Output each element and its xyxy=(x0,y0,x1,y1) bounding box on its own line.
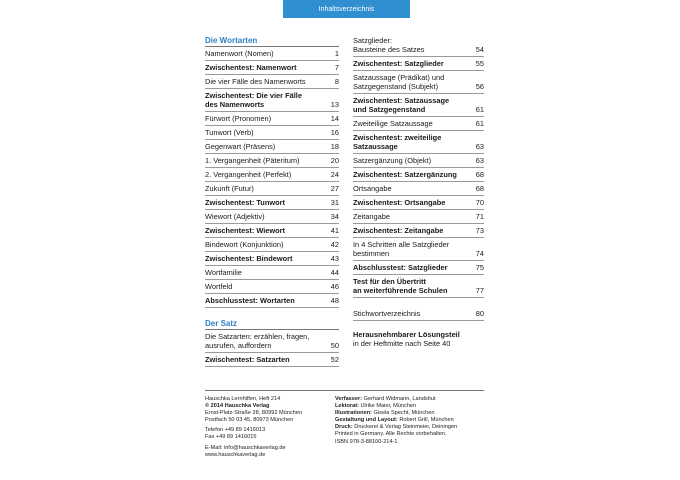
toc-entry[interactable] xyxy=(205,75,339,89)
toc-entry-page: 18 xyxy=(330,142,339,151)
toc-entry-page: 63 xyxy=(475,156,484,165)
toc-entry[interactable] xyxy=(353,275,484,298)
toc-entry-title: Die vier Fälle des Namenworts xyxy=(205,77,306,86)
toc-entry-title: Zwischentest: Bindewort xyxy=(205,254,293,263)
toc-entry[interactable] xyxy=(353,131,484,154)
toc-entry-title: Zwischentest: Satzarten xyxy=(205,355,290,364)
toc-entry-page: 68 xyxy=(475,170,484,179)
toc-entry-title: Zwischentest: Satzergänzung xyxy=(353,170,457,179)
imprint-email[interactable]: E-Mail: info@hauschkaverlag.de xyxy=(205,444,286,451)
toc-entry[interactable] xyxy=(205,294,339,308)
toc-entry-title: Satzglieder: Bausteine des Satzes xyxy=(353,36,425,54)
toc-entry-title: Zwischentest: Tunwort xyxy=(205,198,285,207)
toc-entry-title: Wortfeld xyxy=(205,282,233,291)
toc-list-satz xyxy=(205,330,339,367)
toc-entry-title: Zwischentest: Die vier Fälle des Namenworts xyxy=(205,91,302,109)
solution-detail: in der Heftmitte nach Seite 40 xyxy=(353,339,451,348)
imprint-fax: Fax +49 89 1416015 xyxy=(205,434,257,441)
toc-entry-title: Zukunft (Futur) xyxy=(205,184,254,193)
toc-entry-title: Bindewort (Konjunktion) xyxy=(205,240,284,249)
imprint-phone: Telefon +49 89 1416013 xyxy=(205,427,266,434)
toc-entry-page: 43 xyxy=(330,254,339,263)
toc-entry-title: Satzaussage (Prädikat) und Satzgegenstand (Subjekt) xyxy=(353,73,445,91)
toc-entry-page: 74 xyxy=(475,249,484,258)
toc-entry-title: Gegenwart (Präsens) xyxy=(205,142,276,151)
toc-entry-page: 50 xyxy=(330,341,339,350)
imprint-website[interactable]: www.hauschkaverlag.de xyxy=(205,451,266,458)
toc-entry[interactable] xyxy=(205,61,339,75)
toc-entry-page: 56 xyxy=(475,82,484,91)
toc-entry-title: Namenwort (Nomen) xyxy=(205,49,274,58)
toc-entry[interactable] xyxy=(205,353,339,367)
credit-editor: Lektorat: Ulrike Maier, München xyxy=(335,403,417,410)
toc-entry-title: Abschlusstest: Wortarten xyxy=(205,296,295,305)
header-tab xyxy=(283,0,410,18)
toc-entry-title: Die Satzarten: erzählen, fragen, ausrufen, auffordern xyxy=(205,332,310,350)
toc-entry-title: Satzergänzung (Objekt) xyxy=(353,156,432,165)
toc-entry-index[interactable] xyxy=(353,307,484,321)
toc-entry[interactable] xyxy=(353,210,484,224)
toc-entry-title: Zwischentest: Zeitangabe xyxy=(353,226,444,235)
toc-entry[interactable] xyxy=(205,112,339,126)
toc-entry-page: 75 xyxy=(475,263,484,272)
toc-entry[interactable] xyxy=(205,266,339,280)
toc-entry[interactable] xyxy=(353,224,484,238)
toc-entry[interactable] xyxy=(353,238,484,261)
credit-author: Verfasser: Gerhard Widmann, Landshut xyxy=(335,396,436,402)
toc-entry[interactable] xyxy=(205,280,339,294)
toc-entry[interactable] xyxy=(353,168,484,182)
toc-entry-page: 46 xyxy=(330,282,339,291)
toc-list-wortarten xyxy=(205,47,339,308)
toc-entry[interactable] xyxy=(353,94,484,117)
toc-entry-title: Stichwortverzeichnis xyxy=(353,309,421,318)
toc-entry-page: 13 xyxy=(330,100,339,109)
toc-entry-title: 2. Vergangenheit (Perfekt) xyxy=(205,170,292,179)
toc-entry-title: Zwischentest: zweiteilige Satzaussage xyxy=(353,133,442,151)
toc-entry-title: Wiewort (Adjektiv) xyxy=(205,212,265,221)
toc-entry[interactable] xyxy=(205,182,339,196)
imprint-copyright: © 2014 Hauschka Verlag xyxy=(205,403,270,410)
toc-entry-page: 24 xyxy=(330,170,339,179)
toc-entry-title: Zwischentest: Namenwort xyxy=(205,63,297,72)
toc-entry-title: Tunwort (Verb) xyxy=(205,128,254,137)
toc-entry-page: 34 xyxy=(330,212,339,221)
toc-entry-title: Zwischentest: Satzaussage und Satzgegenstand xyxy=(353,96,450,114)
toc-entry-page: 63 xyxy=(475,142,484,151)
toc-entry-page: 44 xyxy=(330,268,339,277)
toc-entry[interactable] xyxy=(353,71,484,94)
toc-entry-page: 55 xyxy=(475,59,484,68)
solution-note xyxy=(353,330,484,348)
toc-entry-title: Zwischentest: Ortsangabe xyxy=(353,198,446,207)
toc-entry[interactable] xyxy=(205,168,339,182)
toc-entry-title: Zeitangabe xyxy=(353,212,390,221)
toc-entry-page: 8 xyxy=(334,77,339,86)
toc-left-column xyxy=(205,34,339,367)
toc-entry[interactable] xyxy=(205,252,339,266)
toc-entry[interactable] xyxy=(205,210,339,224)
toc-entry[interactable] xyxy=(353,57,484,71)
toc-entry[interactable] xyxy=(353,182,484,196)
toc-entry-page: 27 xyxy=(330,184,339,193)
imprint-postbox: Postfach 50 03 45, 80973 München xyxy=(205,417,294,424)
toc-entry[interactable] xyxy=(353,34,484,57)
toc-entry[interactable] xyxy=(205,196,339,210)
toc-entry-title: In 4 Schritten alle Satzglieder bestimmen xyxy=(353,240,450,258)
toc-entry-page: 70 xyxy=(475,198,484,207)
toc-entry[interactable] xyxy=(205,224,339,238)
toc-entry[interactable] xyxy=(205,126,339,140)
toc-entry-title: Zwischentest: Satzglieder xyxy=(353,59,444,68)
toc-entry-title: Test für den Übertritt an weiterführende Schulen xyxy=(353,277,448,295)
toc-entry-title: Fürwort (Pronomen) xyxy=(205,114,272,123)
imprint-publisher xyxy=(205,396,330,459)
credit-illustrations: Illustrationen: Gisela Specht, München xyxy=(335,410,435,417)
toc-entry[interactable] xyxy=(205,47,339,61)
toc-entry[interactable] xyxy=(353,196,484,210)
toc-entry-page: 42 xyxy=(330,240,339,249)
toc-entry-page: 61 xyxy=(475,119,484,128)
toc-entry[interactable] xyxy=(205,330,339,353)
toc-entry-page: 41 xyxy=(330,226,339,235)
toc-entry-page: 68 xyxy=(475,184,484,193)
toc-entry-page: 1 xyxy=(334,49,339,58)
imprint-isbn: ISBN 978-3-88100-214-1 xyxy=(335,438,398,445)
toc-entry-title: 1. Vergangenheit (Päteritum) xyxy=(205,156,300,165)
toc-entry[interactable] xyxy=(353,154,484,168)
toc-entry-page: 54 xyxy=(475,45,484,54)
toc-list-satzglieder xyxy=(353,34,484,298)
header-title: Inhaltsverzeichnis xyxy=(318,5,375,13)
toc-entry-title: Zwischentest: Wiewort xyxy=(205,226,286,235)
toc-entry-page: 71 xyxy=(475,212,484,221)
toc-entry-page: 48 xyxy=(330,296,339,305)
toc-entry-title: Ortsangabe xyxy=(353,184,392,193)
solution-title: Herausnehmbarer Lösungsteil xyxy=(353,330,460,339)
section-title-wortarten: Die Wortarten xyxy=(205,34,339,47)
toc-entry[interactable] xyxy=(353,117,484,131)
toc-entry-page: 77 xyxy=(475,286,484,295)
toc-entry-page: 80 xyxy=(475,309,484,318)
credit-print: Druck: Druckerei & Verlag Steinmeier, Deiningen xyxy=(335,424,458,431)
imprint-address: Ernst-Platz-Straße 28, 80992 München xyxy=(205,410,303,417)
imprint-credits xyxy=(335,396,484,446)
toc-entry-page: 14 xyxy=(330,114,339,123)
toc-entry[interactable] xyxy=(205,154,339,168)
toc-entry-page: 16 xyxy=(330,128,339,137)
section-title-satz: Der Satz xyxy=(205,317,339,330)
toc-entry-title: Zweiteilige Satzaussage xyxy=(353,119,433,128)
toc-entry-page: 31 xyxy=(330,198,339,207)
toc-entry[interactable] xyxy=(205,89,339,112)
toc-entry-page: 52 xyxy=(330,355,339,364)
toc-entry-title: Wortfamilie xyxy=(205,268,242,277)
imprint-printed: Printed in Germany. Alle Rechte vorbehalten. xyxy=(335,431,447,438)
footer-divider xyxy=(205,390,484,391)
toc-entry-title: Abschlusstest: Satzglieder xyxy=(353,263,448,272)
toc-entry-page: 61 xyxy=(475,105,484,114)
credit-design: Gestaltung und Layout: Robert Grill, München xyxy=(335,417,454,424)
toc-entry[interactable] xyxy=(205,140,339,154)
toc-entry[interactable] xyxy=(353,261,484,275)
toc-right-column xyxy=(353,34,484,348)
toc-entry-page: 20 xyxy=(330,156,339,165)
imprint-series: Hauschka Lernhilfen, Heft 214 xyxy=(205,396,281,402)
toc-entry-page: 7 xyxy=(334,63,339,72)
toc-entry-page: 73 xyxy=(475,226,484,235)
toc-entry[interactable] xyxy=(205,238,339,252)
